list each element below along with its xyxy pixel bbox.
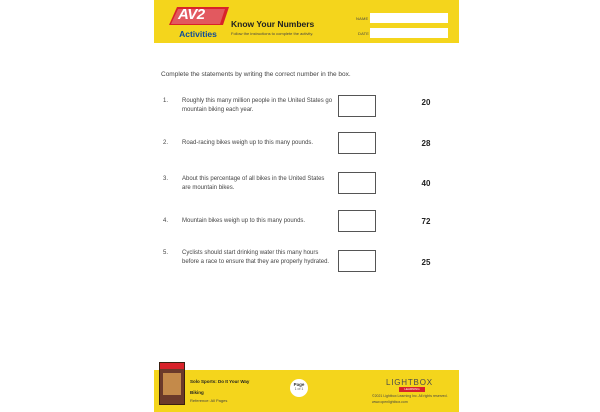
footer-bar — [154, 370, 459, 412]
copyright-text: ©2021 Lightbox Learning Inc. All rights reserved. — [372, 394, 448, 398]
question-text: About this percentage of all bikes in the United States are mountain bikes. — [182, 176, 325, 191]
question-number: 1. — [163, 98, 169, 104]
answer-box[interactable] — [338, 210, 376, 232]
question-number: 3. — [163, 176, 169, 182]
page-indicator — [290, 379, 308, 397]
name-field[interactable] — [370, 13, 448, 23]
worksheet-page — [154, 0, 459, 412]
answer-value: 40 — [421, 179, 431, 188]
question-number: 2. — [163, 140, 169, 146]
website-link[interactable]: www.openlightbox.com — [372, 400, 408, 404]
book-cover-image — [159, 362, 185, 405]
answer-value: 72 — [421, 217, 431, 226]
question-text: Road-racing bikes weigh up to this many pounds. — [182, 140, 314, 146]
page-subtitle: Follow the instructions to complete the activity. — [231, 31, 314, 36]
lightbox-logo: LIGHTBOX — [386, 378, 433, 387]
page-label: Page — [293, 382, 305, 387]
answer-box[interactable] — [338, 250, 376, 272]
answer-box[interactable] — [338, 172, 376, 194]
header-bar — [154, 0, 459, 43]
page-title: Know Your Numbers — [231, 19, 315, 29]
answer-value: 20 — [421, 98, 431, 107]
lightbox-logo-sub: LEARNING — [399, 387, 425, 392]
question-number: 5. — [163, 250, 169, 256]
question-text: Mountain bikes weigh up to this many pounds. — [182, 218, 306, 224]
page-number: 1 of 1 — [294, 387, 304, 391]
answer-box[interactable] — [338, 132, 376, 154]
logo-wordmark: AV2 — [178, 6, 205, 23]
date-label: DATE — [358, 31, 370, 36]
question-text: Roughly this many million people in the United States go mountain biking each year. — [182, 98, 333, 113]
name-label: NAME — [356, 16, 369, 21]
answer-value: 25 — [421, 258, 431, 267]
logo-subtext: Activities — [179, 29, 217, 39]
book-title: Solo Sports: Do It Your Way — [190, 379, 250, 384]
answer-box[interactable] — [338, 95, 376, 117]
answer-value: 28 — [421, 139, 431, 148]
reference-text: Reference: All Pages — [190, 398, 228, 403]
book-subtitle: Biking — [190, 390, 204, 395]
question-text: Cyclists should start drinking water this many hours before a race to ensure that they are properly hydrated. — [182, 250, 330, 265]
date-field[interactable] — [370, 28, 448, 38]
instructions-text: Complete the statements by writing the correct number in the box. — [161, 71, 351, 78]
question-number: 4. — [163, 218, 169, 224]
